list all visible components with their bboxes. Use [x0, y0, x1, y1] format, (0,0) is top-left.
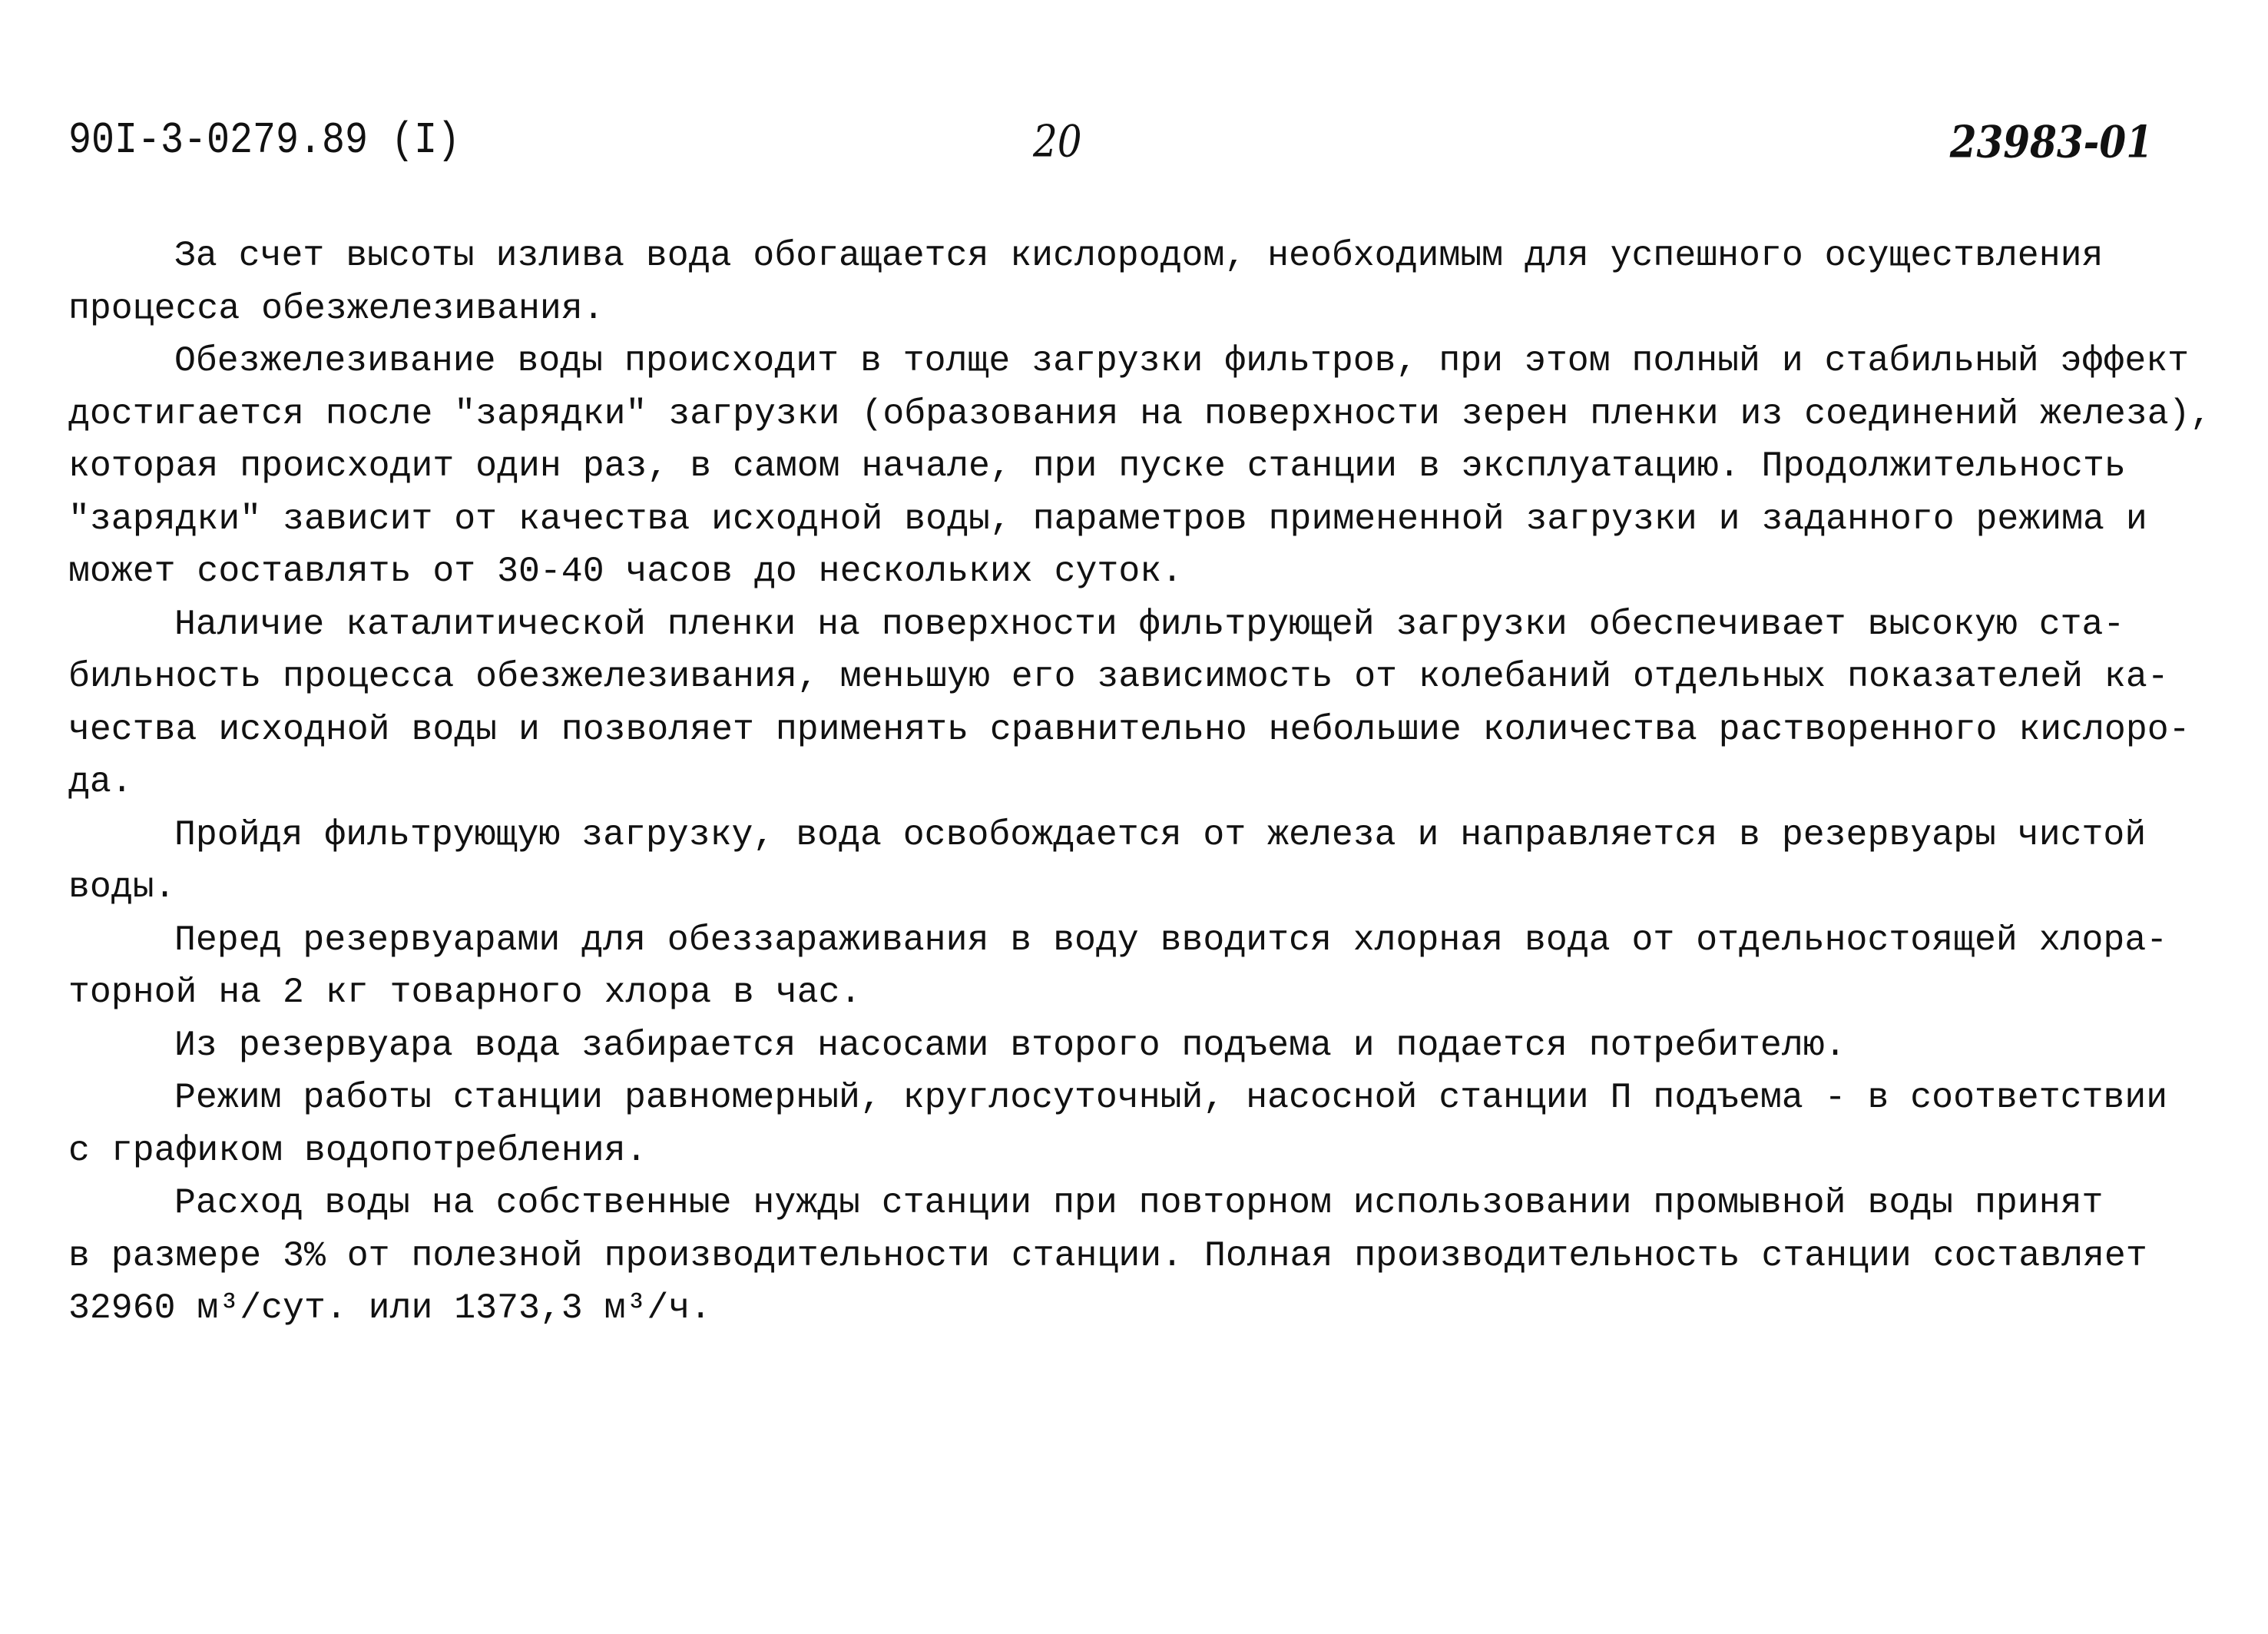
document-code: 90I-3-0279.89 (I)	[68, 115, 461, 167]
text-line: которая происходит один раз, в самом начале, при пуске станции в эксплуатацию. Продолжительность	[68, 446, 2126, 486]
text-line: чества исходной воды и позволяет применять сравнительно небольшие количества растворенного кислоро-	[68, 708, 2190, 750]
text-line: Из резервуара вода забирается насосами второго подъема и подается потребителю.	[174, 1024, 1846, 1066]
paragraph	[68, 1019, 2219, 1072]
text-line: процесса обезжелезивания.	[68, 287, 604, 329]
text-line: да.	[68, 761, 133, 802]
body-text	[68, 230, 2219, 1335]
paragraph	[68, 1177, 2219, 1335]
text-line: в размере 3% от полезной производительности станции. Полная производительность станции составляет	[68, 1235, 2147, 1276]
text-line: Режим работы станции равномерный, круглосуточный, насосной станции П подъема - в соответствии	[174, 1077, 2168, 1118]
text-line: За счет высоты излива вода обогащается кислородом, необходимым для успешного осуществления	[174, 235, 2104, 276]
text-line: Пройдя фильтрующую загрузку, вода освобождается от железа и направляется в резервуары чистой	[174, 814, 2147, 855]
text-line: 32960 м³/сут. или 1373,3 м³/ч.	[68, 1288, 712, 1328]
text-line: Обезжелезивание воды происходит в толще загрузки фильтров, при этом полный и стабильный эффект	[174, 340, 2190, 381]
text-line: может составлять от 30-40 часов до нескольких суток.	[68, 551, 1184, 592]
text-line: Расход воды на собственные нужды станции при повторном использовании промывной воды принят	[174, 1182, 2104, 1223]
text-line: торной на 2 кг товарного хлора в час.	[68, 972, 862, 1013]
text-line: воды.	[68, 867, 176, 907]
paragraph	[68, 230, 2219, 335]
paragraph	[68, 598, 2219, 809]
text-line: с графиком водопотребления.	[68, 1129, 647, 1171]
text-line: "зарядки" зависит от качества исходной воды, параметров примененной загрузки и заданного режима и	[68, 498, 2147, 539]
text-line: бильность процесса обезжелезивания, меньшую его зависимость от колебаний отдельных показателей ка-	[68, 656, 2169, 697]
paragraph	[68, 335, 2219, 598]
page-number: 20	[1033, 115, 1082, 167]
archive-number: 23983-01	[1949, 115, 2153, 168]
text-line: достигается после "зарядки" загрузки (образования на поверхности зерен пленки из соединений железа),	[68, 393, 2212, 434]
text-line: Наличие каталитической пленки на поверхности фильтрующей загрузки обеспечивает высокую ста-	[174, 603, 2125, 645]
text-line: Перед резервуарами для обеззараживания в воду вводится хлорная вода от отдельностоящей хлора-	[174, 919, 2168, 960]
paragraph	[68, 1072, 2219, 1177]
paragraph	[68, 914, 2219, 1019]
paragraph	[68, 809, 2219, 914]
